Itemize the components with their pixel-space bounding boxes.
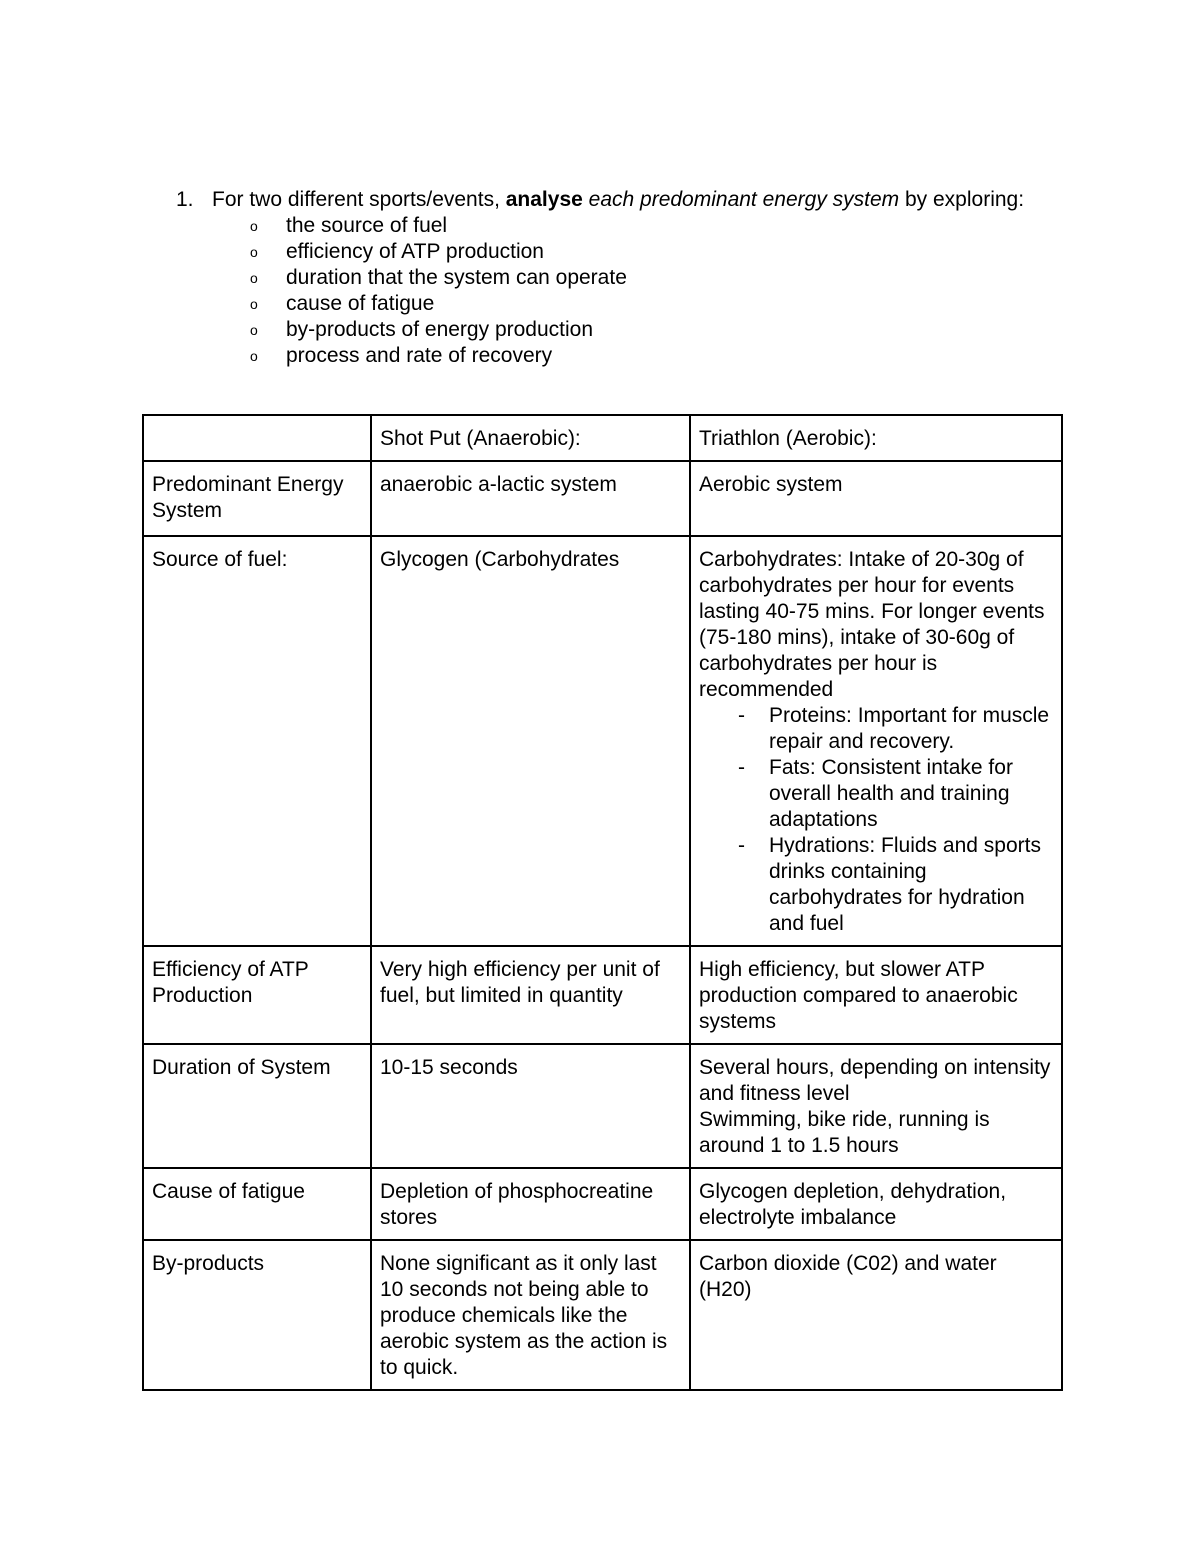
circle-bullet-icon: o xyxy=(250,270,258,286)
shot-put-cell: Glycogen (Carbohydrates xyxy=(371,536,690,946)
criteria-list xyxy=(176,213,1076,369)
question-bold-word: analyse xyxy=(505,188,583,211)
shot-put-cell: 10-15 seconds xyxy=(371,1044,690,1168)
header-triathlon: Triathlon (Aerobic): xyxy=(690,415,1062,461)
question-block xyxy=(176,187,1076,369)
shot-put-cell: Depletion of phosphocreatine stores xyxy=(371,1168,690,1240)
dash-bullet-icon: - xyxy=(738,756,745,779)
question-intro xyxy=(176,187,1076,213)
circle-bullet-icon: o xyxy=(250,348,258,364)
question-text: For two different sports/events, analyse each predominant energy system by exploring: xyxy=(212,188,1025,211)
dash-bullet-icon: - xyxy=(738,704,745,727)
circle-bullet-icon: o xyxy=(250,296,258,312)
table-row xyxy=(143,1168,1062,1240)
triathlon-cell: Aerobic system xyxy=(690,461,1062,536)
row-label: Cause of fatigue xyxy=(143,1168,371,1240)
triathlon-fuel-text: Carbohydrates: Intake of 20-30g of carbohydrates per hour for events lasting 40-75 mins. For longer events (75-180 mins), intake of 30-60g of carbohydrates per hour is recommended xyxy=(699,548,1045,701)
list-item: - Proteins: Important for muscle repair and recovery. xyxy=(699,703,1053,755)
table-row xyxy=(143,946,1062,1044)
table-row xyxy=(143,1044,1062,1168)
header-shot-put: Shot Put (Anaerobic): xyxy=(371,415,690,461)
triathlon-cell: Carbon dioxide (C02) and water (H20) xyxy=(690,1240,1062,1390)
circle-bullet-icon: o xyxy=(250,244,258,260)
shot-put-cell: None significant as it only last 10 seconds not being able to produce chemicals like the aerobic system as the action is to quick. xyxy=(371,1240,690,1390)
question-number: 1. xyxy=(176,188,194,211)
fuel-sub-list xyxy=(699,703,1053,937)
circle-bullet-icon: o xyxy=(250,322,258,338)
list-item: o efficiency of ATP production xyxy=(212,239,1076,265)
list-item: o the source of fuel xyxy=(212,213,1076,239)
list-item: o duration that the system can operate xyxy=(212,265,1076,291)
list-item: - Hydrations: Fluids and sports drinks containing carbohydrates for hydration and fuel xyxy=(699,833,1053,937)
dash-bullet-icon: - xyxy=(738,834,745,857)
triathlon-cell xyxy=(690,536,1062,946)
table-header-row xyxy=(143,415,1062,461)
list-item: - Fats: Consistent intake for overall health and training adaptations xyxy=(699,755,1053,833)
question-italic-phrase: each predominant energy system xyxy=(588,188,900,211)
list-item: o by-products of energy production xyxy=(212,317,1076,343)
triathlon-cell: Several hours, depending on intensity and fitness level Swimming, bike ride, running is around 1 to 1.5 hours xyxy=(690,1044,1062,1168)
triathlon-cell: High efficiency, but slower ATP production compared to anaerobic systems xyxy=(690,946,1062,1044)
row-label: Source of fuel: xyxy=(143,536,371,946)
energy-system-table xyxy=(142,414,1063,1391)
table-row xyxy=(143,536,1062,946)
circle-bullet-icon: o xyxy=(250,218,258,234)
row-label: Efficiency of ATP Production xyxy=(143,946,371,1044)
row-label: Predominant Energy System xyxy=(143,461,371,536)
shot-put-cell: Very high efficiency per unit of fuel, but limited in quantity xyxy=(371,946,690,1044)
table-row xyxy=(143,1240,1062,1390)
row-label: Duration of System xyxy=(143,1044,371,1168)
row-label: By-products xyxy=(143,1240,371,1390)
list-item: o cause of fatigue xyxy=(212,291,1076,317)
list-item: o process and rate of recovery xyxy=(212,343,1076,369)
header-empty-cell xyxy=(143,415,371,461)
triathlon-cell: Glycogen depletion, dehydration, electrolyte imbalance xyxy=(690,1168,1062,1240)
shot-put-cell: anaerobic a-lactic system xyxy=(371,461,690,536)
table-row xyxy=(143,461,1062,536)
